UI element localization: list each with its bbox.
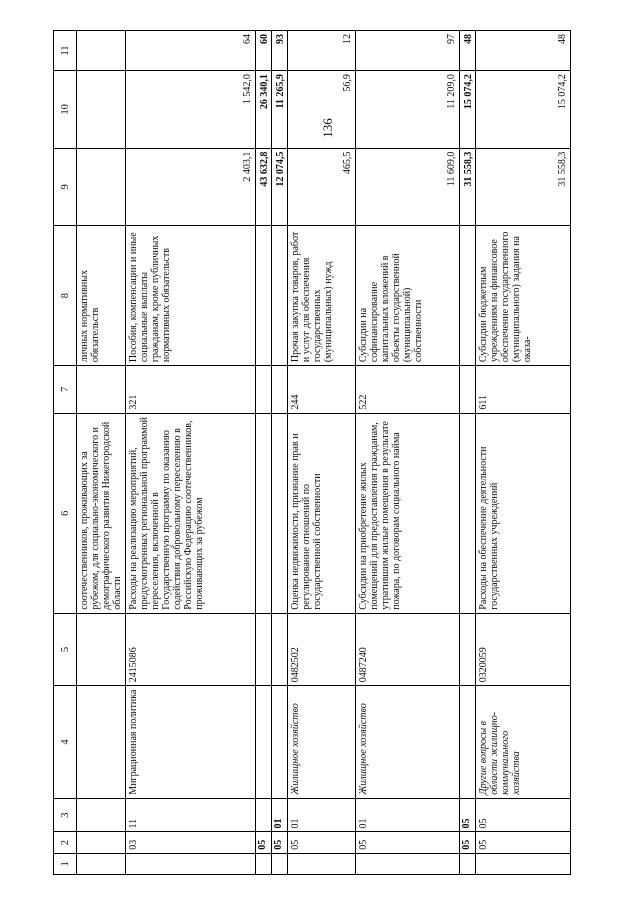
- cell-col3: 05: [460, 798, 476, 832]
- cell-col8: Пособия, компенсации и иные социальные выплаты гражданам, кроме публичных нормативных обязательств: [126, 226, 256, 366]
- header-cell: 5: [54, 613, 77, 686]
- cell-col11: 97: [356, 31, 460, 71]
- cell-col3: 11: [126, 798, 256, 832]
- cell-col1: [126, 853, 256, 874]
- cell-col10: 11 265,9: [272, 71, 288, 149]
- table-row: [126, 31, 256, 875]
- cell-col8: Субсидии бюджетным учреждениям на финансовое обеспечение государственного (муниципального) задания на оказа-: [476, 226, 571, 366]
- budget-table: [53, 30, 571, 875]
- cell-col6: Расходы на обеспечение деятельности государственных учреждений: [476, 413, 571, 613]
- cell-col6: Оценка недвижимости, признание прав и регулирование отношений по государственной собственности: [288, 413, 356, 613]
- table-row: [77, 31, 126, 875]
- cell-col2: 05: [476, 832, 571, 853]
- cell-col5: [460, 613, 476, 686]
- cell-col10: 56,9: [288, 71, 356, 149]
- cell-col8: [256, 226, 272, 366]
- cell-col5: 0487240: [356, 613, 460, 686]
- cell-col6: соотечественников, проживающих за рубежом, для социально-экономического и демографического развития Нижегородской области: [77, 413, 126, 613]
- header-cell: 10: [54, 71, 77, 149]
- cell-col1: [460, 853, 476, 874]
- cell-col3: [256, 798, 272, 832]
- cell-col9: 11 609,0: [356, 148, 460, 226]
- cell-col4: [77, 686, 126, 799]
- cell-col8: [272, 226, 288, 366]
- header-cell: 2: [54, 832, 77, 853]
- cell-col1: [77, 853, 126, 874]
- cell-col11: 60: [256, 31, 272, 71]
- cell-col4: Миграционная политика: [126, 686, 256, 799]
- cell-col7: [256, 366, 272, 414]
- cell-col8: [460, 226, 476, 366]
- cell-col5: [77, 613, 126, 686]
- cell-col4: [256, 686, 272, 799]
- cell-col2: 05: [356, 832, 460, 853]
- cell-col4: [272, 686, 288, 799]
- cell-col5: 0482502: [288, 613, 356, 686]
- table-row: [356, 31, 460, 875]
- cell-col10: 15 074,2: [476, 71, 571, 149]
- table-row-total: [256, 31, 272, 875]
- header-cell: 3: [54, 798, 77, 832]
- header-cell: 11: [54, 31, 77, 71]
- cell-col1: [356, 853, 460, 874]
- cell-col1: [272, 853, 288, 874]
- cell-col3: [77, 798, 126, 832]
- cell-col9: 31 558,3: [476, 148, 571, 226]
- cell-col4: Жилищное хозяйство: [356, 686, 460, 799]
- cell-col10: 26 340,1: [256, 71, 272, 149]
- cell-col9: 2 403,1: [126, 148, 256, 226]
- cell-col2: 05: [256, 832, 272, 853]
- table-row: [288, 31, 356, 875]
- cell-col2: 05: [460, 832, 476, 853]
- header-cell: 1: [54, 853, 77, 874]
- cell-col4: [460, 686, 476, 799]
- cell-col5: [272, 613, 288, 686]
- cell-col9: [77, 148, 126, 226]
- header-cell: 9: [54, 148, 77, 226]
- cell-col11: 64: [126, 31, 256, 71]
- cell-col4: Жилищное хозяйство: [288, 686, 356, 799]
- cell-col11: 48: [476, 31, 571, 71]
- cell-col11: 48: [460, 31, 476, 71]
- cell-col1: [256, 853, 272, 874]
- cell-col2: 05: [288, 832, 356, 853]
- cell-col3: 01: [356, 798, 460, 832]
- cell-col3: 05: [476, 798, 571, 832]
- cell-col5: 2415086: [126, 613, 256, 686]
- cell-col5: [256, 613, 272, 686]
- cell-col4: Другие вопросы в области жилищно-коммунального хозяйства: [476, 686, 571, 799]
- cell-col10: 11 209,0: [356, 71, 460, 149]
- cell-col6: Субсидии на приобретение жилых помещений для предоставления гражданам, утратившим жилые помещения в результате пожара, по договорам социального найма: [356, 413, 460, 613]
- cell-col7: 611: [476, 366, 571, 414]
- header-cell: 4: [54, 686, 77, 799]
- cell-col7: [272, 366, 288, 414]
- table-row-total: [460, 31, 476, 875]
- cell-col9: 12 074,5: [272, 148, 288, 226]
- cell-col5: 0320059: [476, 613, 571, 686]
- cell-col2: [77, 832, 126, 853]
- cell-col1: [476, 853, 571, 874]
- cell-col10: [77, 71, 126, 149]
- cell-col10: 1 542,0: [126, 71, 256, 149]
- cell-col10: 15 074,2: [460, 71, 476, 149]
- cell-col8: Субсидии на софинансирование капитальных вложений в объекты государственной (муниципальной) собственности: [356, 226, 460, 366]
- cell-col9: 43 632,8: [256, 148, 272, 226]
- cell-col7: 321: [126, 366, 256, 414]
- cell-col2: 03: [126, 832, 256, 853]
- cell-col11: [77, 31, 126, 71]
- cell-col7: [77, 366, 126, 414]
- header-row: [54, 31, 77, 875]
- header-cell: 8: [54, 226, 77, 366]
- rotated-table-wrapper: [53, 30, 583, 875]
- cell-col8: Прочая закупка товаров, работ и услуг для обеспечения государственных (муниципальных) нужд: [288, 226, 356, 366]
- cell-col9: 31 558,3: [460, 148, 476, 226]
- cell-col3: 01: [288, 798, 356, 832]
- cell-col3: 01: [272, 798, 288, 832]
- cell-col1: [288, 853, 356, 874]
- cell-col7: [460, 366, 476, 414]
- cell-col7: 522: [356, 366, 460, 414]
- cell-col11: 12: [288, 31, 356, 71]
- table-row-total: [272, 31, 288, 875]
- cell-col6: Расходы на реализацию мероприятий, предусмотренных региональной программой переселения, включенной в Государственную программу по оказанию содействия добровольному переселению в Российскую Федерацию соотечественников, проживающих за рубежом: [126, 413, 256, 613]
- cell-col6: [256, 413, 272, 613]
- page-number: 136: [319, 118, 335, 138]
- table-row: [476, 31, 571, 875]
- cell-col8: личных нормативных обязательств: [77, 226, 126, 366]
- cell-col11: 93: [272, 31, 288, 71]
- header-cell: 7: [54, 366, 77, 414]
- cell-col7: 244: [288, 366, 356, 414]
- header-cell: 6: [54, 413, 77, 613]
- cell-col6: [460, 413, 476, 613]
- cell-col6: [272, 413, 288, 613]
- cell-col9: 465,5: [288, 148, 356, 226]
- cell-col2: 05: [272, 832, 288, 853]
